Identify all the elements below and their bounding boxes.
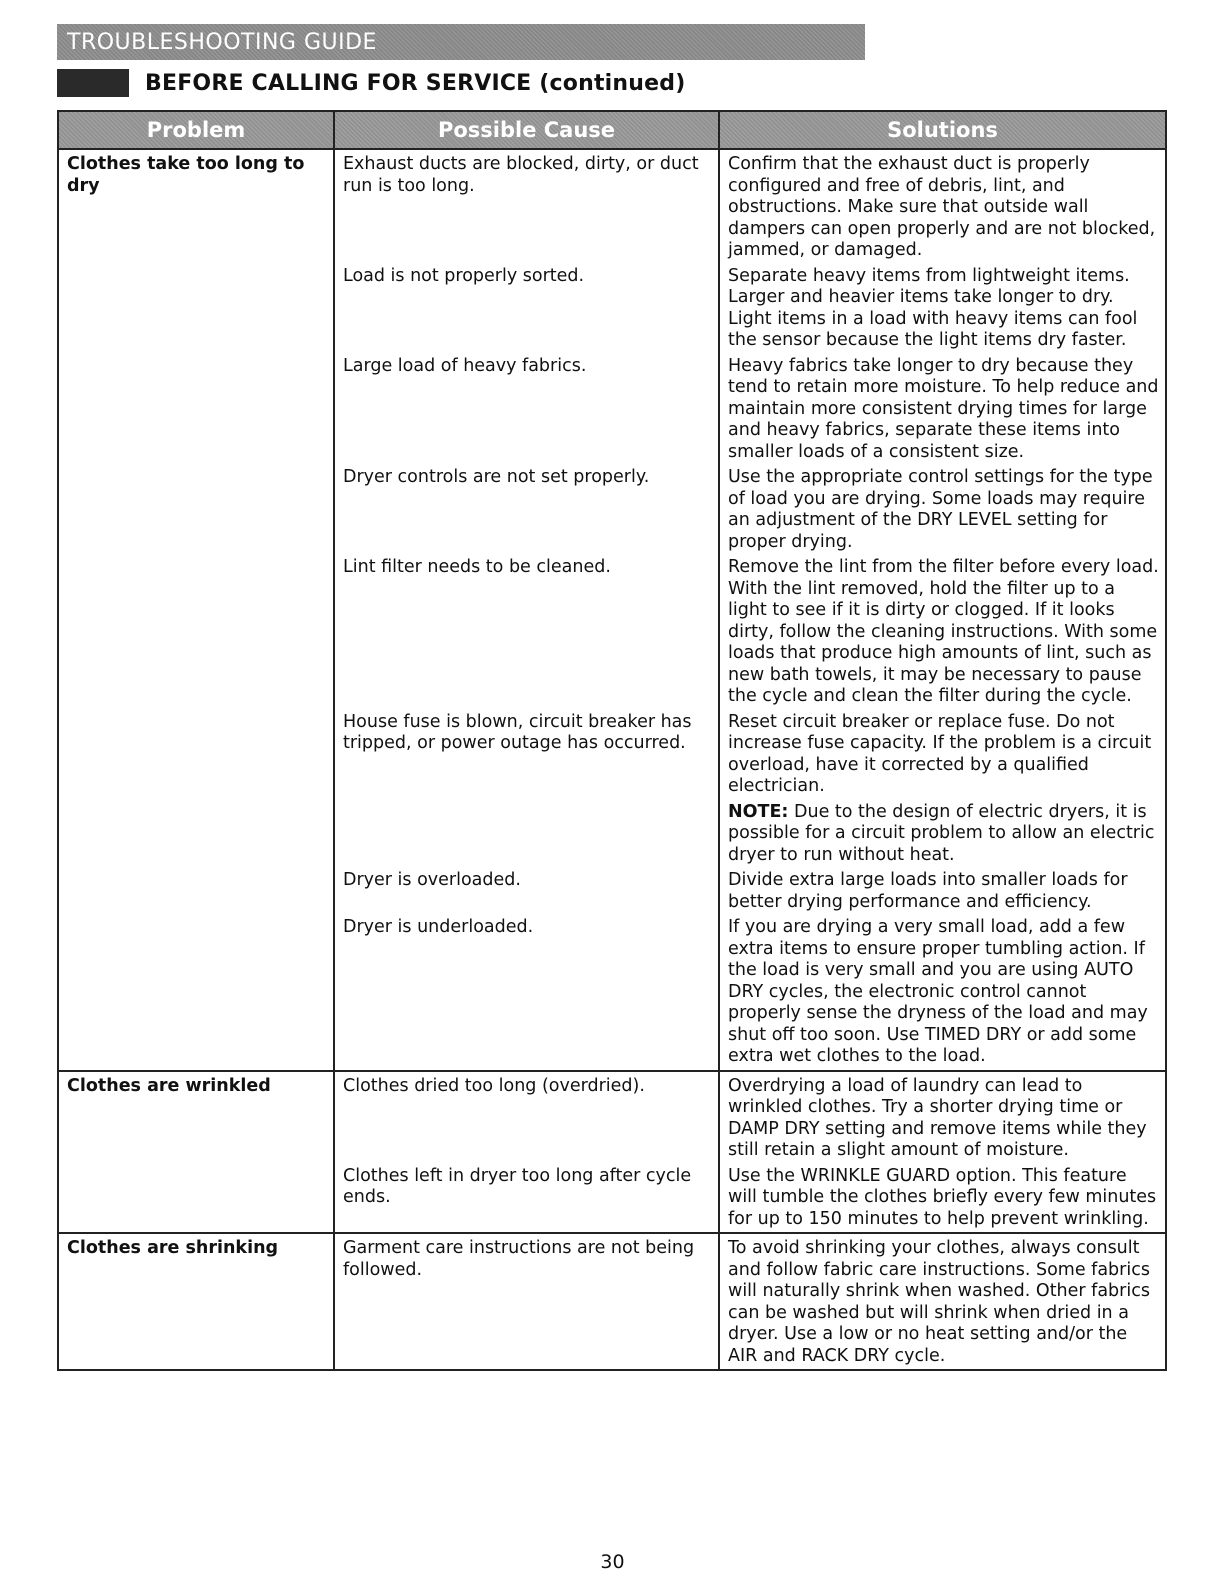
cause-cell: Clothes left in dryer too long after cycle ends.: [334, 1162, 719, 1234]
section-heading: [57, 66, 685, 100]
solution-cell: Use the appropriate control settings for the type of load you are drying. Some loads may require an adjustment of the DRY LEVEL setting for proper drying.: [719, 463, 1166, 553]
cause-cell: Load is not properly sorted.: [334, 262, 719, 352]
note-label: NOTE:: [728, 801, 789, 822]
cause-cell: Garment care instructions are not being followed.: [334, 1233, 719, 1370]
cause-cell: Exhaust ducts are blocked, dirty, or duct run is too long.: [334, 149, 719, 262]
solution-cell: If you are drying a very small load, add a few extra items to ensure proper tumbling action. If the load is very small and you are using AUTO DRY cycles, the electronic control cannot properly sense the dryness of the load and may shut off too soon. Use TIMED DRY or add some extra wet clothes to the load.: [719, 913, 1166, 1071]
solution-cell: Heavy fabrics take longer to dry because they tend to retain more moisture. To help reduce and maintain more consistent drying times for large and heavy fabrics, separate these items into smaller loads of a consistent size.: [719, 352, 1166, 464]
solution-cell: Separate heavy items from lightweight items. Larger and heavier items take longer to dry. Light items in a load with heavy items can fool the sensor because the light items dry faster.: [719, 262, 1166, 352]
table-header-row: [58, 111, 1166, 149]
header-problem: Problem: [58, 111, 334, 149]
solution-cell: Remove the lint from the filter before every load. With the lint removed, hold the filter up to a light to see if it is dirty or clogged. If it looks dirty, follow the cleaning instructions. With some loads that produce high amounts of lint, such as new bath towels, it may be necessary to pause the cycle and clean the filter during the cycle.: [719, 553, 1166, 708]
solution-note-cell: [719, 798, 1166, 867]
table-row: [58, 1071, 1166, 1162]
solution-cell: To avoid shrinking your clothes, always consult and follow fabric care instructions. Some fabrics will naturally shrink when washed. Other fabrics can be washed but will shrink when dried in a dryer. Use a low or no heat setting and/or the AIR and RACK DRY cycle.: [719, 1233, 1166, 1370]
table-row: [58, 1233, 1166, 1370]
page-number: 30: [600, 1551, 625, 1573]
solution-cell: Confirm that the exhaust duct is properly configured and free of debris, lint, and obstructions. Make sure that outside wall dampers can open properly and are not blocked, jammed, or damaged.: [719, 149, 1166, 262]
cause-cell: House fuse is blown, circuit breaker has tripped, or power outage has occurred.: [334, 708, 719, 798]
cause-cell: [334, 798, 719, 867]
cause-cell: Clothes dried too long (overdried).: [334, 1071, 719, 1162]
troubleshooting-table: [57, 110, 1167, 1371]
problem-cell: Clothes take too long to dry: [58, 149, 334, 1071]
cause-cell: Large load of heavy fabrics.: [334, 352, 719, 464]
solution-cell: Use the WRINKLE GUARD option. This feature will tumble the clothes briefly every few minutes for up to 150 minutes to help prevent wrinkling.: [719, 1162, 1166, 1234]
header-possible-cause: Possible Cause: [334, 111, 719, 149]
section-banner: [57, 24, 865, 60]
section-title: BEFORE CALLING FOR SERVICE (continued): [145, 70, 686, 96]
table-row: [58, 149, 1166, 262]
section-marker-icon: [57, 69, 129, 97]
cause-cell: Dryer is overloaded.: [334, 866, 719, 913]
banner-title: TROUBLESHOOTING GUIDE: [67, 29, 377, 55]
problem-cell: Clothes are shrinking: [58, 1233, 334, 1370]
note-text: Due to the design of electric dryers, it is possible for a circuit problem to allow an electric dryer to run without heat.: [728, 801, 1155, 865]
header-solutions: Solutions: [719, 111, 1166, 149]
problem-cell: Clothes are wrinkled: [58, 1071, 334, 1234]
solution-cell: Divide extra large loads into smaller loads for better drying performance and efficiency.: [719, 866, 1166, 913]
solution-cell: Reset circuit breaker or replace fuse. Do not increase fuse capacity. If the problem is a circuit overload, have it corrected by a qualified electrician.: [719, 708, 1166, 798]
cause-cell: Dryer is underloaded.: [334, 913, 719, 1071]
solution-cell: Overdrying a load of laundry can lead to wrinkled clothes. Try a shorter drying time or DAMP DRY setting and remove items while they still retain a slight amount of moisture.: [719, 1071, 1166, 1162]
cause-cell: Dryer controls are not set properly.: [334, 463, 719, 553]
cause-cell: Lint filter needs to be cleaned.: [334, 553, 719, 708]
